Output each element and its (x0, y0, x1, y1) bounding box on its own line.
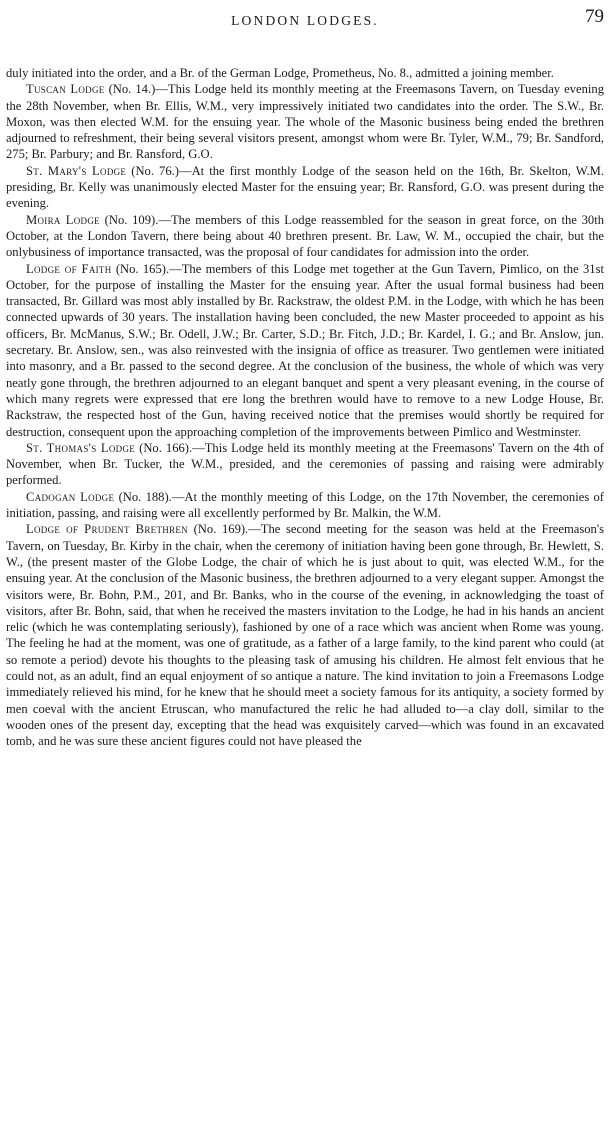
lodge-name: Lodge of Prudent Brethren (26, 522, 188, 537)
paragraph-text: (No. 14.)—This Lodge held its monthly meeting at the Freemasons Tavern, on Tuesday evening the 28th November, when Br. Ellis, W.M., very impressively initiated two candidates into the order. The S.W., Br. Moxon, was then elected W.M. for the ensuing year. The whole of the Masonic business being ended the brethren adjourned to refreshment, their being several visitors present, amongst whom were Br. Tyler, W.M., 79; Br. Sandford, 275; Br. Parbury; and Br. Ransford, G.O. (6, 82, 604, 162)
paragraph-cadogan-lodge (6, 489, 604, 522)
body-text (6, 65, 604, 749)
running-head: LONDON LODGES. (231, 13, 379, 28)
paragraph-text: (No. 109).—The members of this Lodge reassembled for the season in great force, on the 30th October, at the London Tavern, there being about 40 brethren present. Br. Law, W. M., occupied the chair, but the onlybusiness of importance transacted, was the proposal of four candidates for admission into the order. (6, 212, 604, 260)
page-number: 79 (585, 6, 604, 27)
lodge-name: Cadogan Lodge (26, 489, 115, 504)
lodge-name: Tuscan Lodge (26, 82, 105, 97)
paragraph-moira-lodge (6, 212, 604, 261)
paragraph-st-marys-lodge (6, 163, 604, 212)
lodge-name: Moira Lodge (26, 212, 100, 227)
lodge-name: St. Thomas's Lodge (26, 440, 136, 455)
paragraph-st-thomas-lodge (6, 440, 604, 489)
paragraph-lodge-of-faith (6, 261, 604, 440)
document-page (6, 0, 604, 1126)
page-header (6, 0, 604, 38)
paragraph-tuscan-lodge (6, 81, 604, 162)
paragraph-text: (No. 166).—This Lodge held its monthly meeting at the Freemasons' Tavern on the 4th of November, when Br. Tucker, the W.M., presided, and the ceremonies of passing and raising were admirably performed. (6, 440, 604, 488)
paragraph-lodge-of-prudent-brethren (6, 521, 604, 749)
paragraph-text: (No. 169).—The second meeting for the season was held at the Freemason's Tavern, on Tuesday, Br. Kirby in the chair, when the ceremony of initiation having been gone through, Br. Hewlett, S. W., (the present master of the Globe Lodge, the chair of which he is just about to quit, was elected W.M., for the ensuing year. At the conclusion of the Masonic business, the brethren adjourned to a very elegant supper. Amongst the visitors were, Br. Bohn, P.M., 201, and Br. Banks, who in the course of the evening, in acknowledging the toast of visitors, after Br. Bohn, said, that when he received the masters invitation to the Lodge, he had in his hands an ancient relic (which he was contemplating seriously), fashioned by one of a race which was ancient when Rome was young. The feeling he had at the moment, was one of gratitude, as a father of a large family, to the kind parent who could (at so remote a period) devote his thoughts to the pleasing task of amusing his children. He almost felt envious that he could not, as an adult, find an equal enjoyment of so antique a nature. The kind invitation to join a Freemasons Lodge immediately relieved his mind, for he knew that he should meet a society famous for its antiquity, a society formed by men coeval with the ancient Etruscan, who manufactured the relic he had alluded to—a clay doll, similar to the wooden ones of the present day, excepting that the head was exquisitely carved—which was found in an excavated tomb, and he was sure these ancient figures could not have pleased the (6, 522, 604, 749)
paragraph-text: (No. 165).—The members of this Lodge met together at the Gun Tavern, Pimlico, on the 31st October, for the purpose of installing the Master for the ensuing year. After the usual formal business had been transacted, Br. Gillard was most ably installed by Br. Rackstraw, the oldest P.M. in the Lodge, with which he has been connected upwards of 30 years. The installation having been concluded, the new Master proceeded to appoint as his officers, Br. McManus, S.W.; Br. Odell, J.W.; Br. Carter, S.D.; Br. Fitch, J.D.; Br. Kardel, I. G.; and Br. Anslow, jun. secretary. Br. Anslow, sen., was also reinvested with the insignia of office as treasurer. Two gentlemen were initiated into masonry, and a Br. passed to the second degree. At the conclusion of the business, the whole of which was very neatly gone through, the brethren adjourned to an elegant banquet and spent a very pleasant evening, in the course of which many regrets were expressed that ere long the brethren would have to remove to a new Lodge House, Br. Rackstraw, the respected host of the Gun, having received notice that the premises would shortly be required for destruction, consequent upon the approaching completion of the improvements between Pimlico and Westminster. (6, 261, 604, 439)
lodge-name: Lodge of Faith (26, 261, 112, 276)
paragraph-text: (No. 76.)—At the first monthly Lodge of the season held on the 16th, Br. Skelton, W.M. presiding, Br. Kelly was unanimously elected Master for the ensuing year; Br. Ransford, G.O. was present during the evening. (6, 163, 604, 211)
lodge-name: St. Mary's Lodge (26, 163, 127, 178)
paragraph-text: duly initiated into the order, and a Br. of the German Lodge, Prometheus, No. 8., admitted a joining member. (6, 66, 554, 80)
paragraph-text: (No. 188).—At the monthly meeting of this Lodge, on the 17th November, the ceremonies of initiation, passing, and raising were all excellently performed by Br. Malkin, the W.M. (6, 489, 604, 521)
paragraph-continuation (6, 65, 604, 81)
